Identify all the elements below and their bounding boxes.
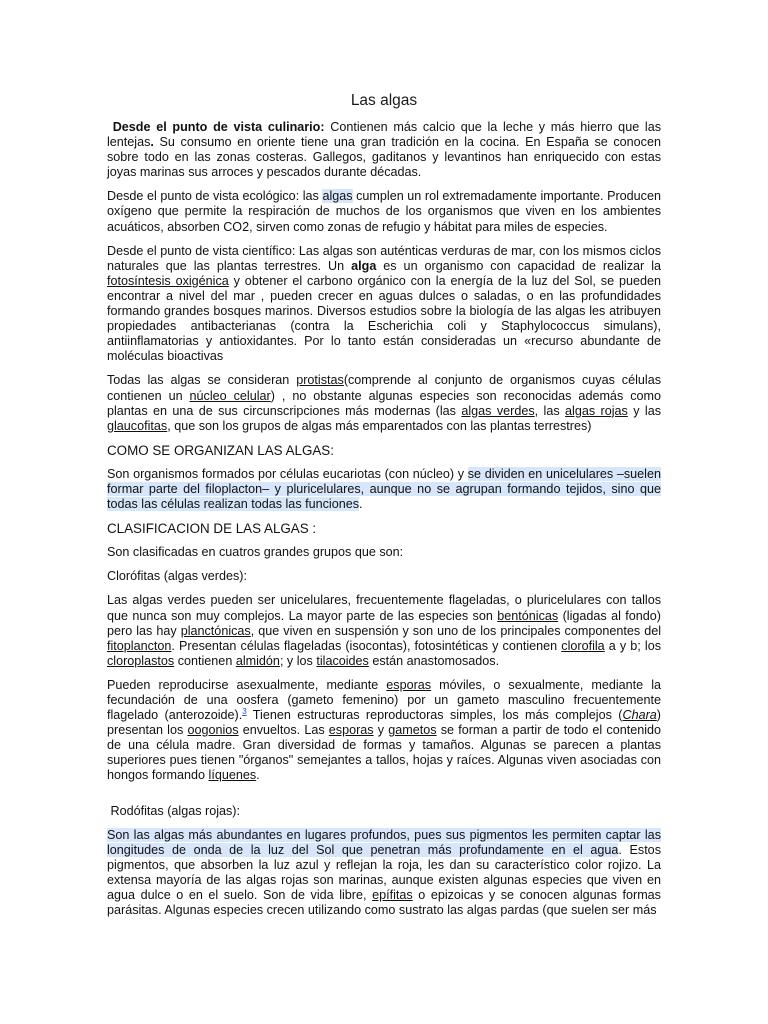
paragraph-algas-verdes [107,593,661,668]
paragraph-protistas [107,373,661,433]
text-run: o epizoicas y se conocen algunas formas parásitas. Algunas especies crecen utilizando como sustrato las algas pardas (que suelen ser más [107,888,661,918]
text-run: están anastomosados. [368,653,500,668]
link-planctonicas[interactable]: planctónicas [180,623,251,638]
link-algas-verdes[interactable]: algas verdes [461,403,535,418]
text-run: Desde el punto de vista ecológico: las [107,189,323,204]
text-run: , las [534,403,566,418]
link-oogonios[interactable]: oogonios [187,723,239,738]
text-run: , que son los grupos de algas más emparentados con las plantas terrestres) [167,418,592,433]
bold-term: alga [351,258,377,273]
link-glaucofitas[interactable]: glaucofitas [107,418,168,433]
link-almidon[interactable]: almidón [235,653,280,668]
footnote-reference[interactable]: 3 [242,706,247,716]
text-run: . [256,768,260,783]
link-esporas-2[interactable]: esporas [328,723,374,738]
highlighted-text: Son las algas más abundantes en lugares profundos, pues sus pigmentos les permiten captar las longitudes de onda de la luz del Sol que penetran más profundamente en el agua [107,827,661,857]
paragraph-algas-rojas [107,828,661,919]
text-run: ) presentan los [107,708,661,738]
text-run: y [373,723,389,738]
link-algas-rojas[interactable]: algas rojas [565,403,628,418]
text-run: Tienen estructuras reproductoras simples, los más complejos ( [246,708,623,723]
link-cloroplastos[interactable]: cloroplastos [107,653,175,668]
link-protistas[interactable]: protistas [296,373,344,388]
link-epifitas[interactable]: epífitas [372,888,413,903]
paragraph-organizacion [107,467,661,512]
link-liquenes[interactable]: líquenes [208,768,257,783]
link-clorofila[interactable]: clorofila [561,638,605,653]
subheading-clorofitas: Clorófitas (algas verdes): [107,569,247,584]
subheading-rodofitas: Rodófitas (algas rojas): [107,803,240,818]
paragraph-scientific [107,244,661,365]
text-run: Contienen más calcio que la leche y más hierro que las lentejas [107,120,661,150]
document-body [107,92,661,927]
text-run: cumplen un rol extremadamente importante. Producen oxígeno que permite la respiración de muchos de los organismos que viven en los ambientes acuáticos, absorben CO2, sirven como zonas de refugio y hábitat para miles de especies. [107,189,661,234]
text-run: (ligadas al fondo) pero las hay [107,608,661,638]
link-gametos[interactable]: gametos [388,723,437,738]
text-run: y obtener el carbono orgánico con la energía de la luz del Sol, se pueden encontrar a nivel del mar , pueden crecer en aguas dulces o saladas, o en las profundidades formando grandes bosques marinos. Diversos estudios sobre la biología de las algas les atribuyen propiedades antibacterianas (contra la Escherichia coli y Staphylococcus simulans), antiinflamatorias y antioxidantes. Por lo tanto están consideradas un «recurso abundante de moléculas bioactivas [107,273,661,364]
highlighted-text: se dividen en unicelulares –suelen formar parte del filoplacton– y pluricelulares, aunque no se agrupan formando tejidos, sino que todas las células realizan todas las funciones [107,466,661,512]
paragraph-grupos: Son clasificadas en cuatros grandes grupos que son: [107,545,404,560]
link-esporas[interactable]: esporas [386,677,432,692]
text-run: móviles, o sexualmente, mediante la fecundación de una oosfera (gameto femenino) por un gameto masculino frecuentemente flagelado (anterozoide). [107,677,662,723]
text-run: Su consumo en oriente tiene una gran tradición en la cocina. En España se conocen sobre todo en las zonas costeras. Gallegos, gaditanos y levantinos han enriquecido con estas joyas marinas sus arroces y pescados durante décadas. [107,135,661,180]
page-title: Las algas [350,92,418,109]
text-run: se forman a partir de todo el contenido de una célula madre. Gran diversidad de formas y tamaños. Algunas se parecen a plantas superiores pues tienen "órganos" semejantes a tallos, hojas y raíces. Algunas viven asociadas con hongos formando [107,723,662,783]
paragraph-reproduccion [107,678,661,784]
text-run: Son organismos formados por células eucariotas (con núcleo) y [107,466,468,481]
text-run: Desde el punto de vista científico: Las algas son auténticas verduras de mar, con los mismos ciclos naturales que las plantas terrestres. Un [107,243,661,273]
section-heading-clasificacion: CLASIFICACION DE LAS ALGAS : [107,521,317,537]
text-run: ) , no obstante algunas especies son reconocidas además como plantas en una de sus circunscripciones más modernas (las [107,388,661,418]
text-run: . Estos pigmentos, que absorben la luz azul y reflejan la roja, les dan su característico color rojizo. La extensa mayoría de las algas rojas son marinas, aunque existen algunas especies que viven en agua dulce o en el suelo. Son de vida libre, [107,842,661,903]
link-fitoplancton[interactable]: fitoplancton [107,638,172,653]
text-run: Las algas verdes pueden ser unicelulares, frecuentemente flageladas, o pluricelulares con tallos que nunca son muy complejos. La mayor parte de las especies son [107,593,661,623]
text-run: es un organismo con capacidad de realizar la [376,258,661,273]
text-run: (comprende al conjunto de organismos cuyas células contienen un [107,373,661,403]
text-run: . [359,497,363,512]
bold-period: . [150,135,154,150]
paragraph-culinary [107,120,661,180]
text-run: ; y los [279,653,317,668]
link-fotosintesis[interactable]: fotosíntesis oxigénica [107,273,229,288]
link-bentonicas[interactable]: bentónicas [497,608,559,623]
paragraph-ecological [107,189,661,234]
text-run: , que viven en suspensión y son uno de los principales componentes del [250,623,662,638]
text-run: a y b; los [604,638,661,653]
link-chara[interactable]: Chara [622,708,657,723]
text-run: Todas las algas se consideran [107,373,297,388]
highlighted-text: algas [322,189,353,204]
text-run: Pueden reproducirse asexualmente, mediante [107,677,387,692]
bold-lead: Desde el punto de vista culinario: [112,120,325,134]
link-tilacoides[interactable]: tilacoides [316,653,369,668]
section-heading-organizan: COMO SE ORGANIZAN LAS ALGAS: [107,442,334,458]
text-run: y las [627,403,661,418]
link-nucleo-celular[interactable]: núcleo celular [189,388,271,403]
text-run: contienen [174,653,236,668]
text-run: envueltos. Las [238,723,329,738]
text-run: . Presentan células flageladas (isocontas), fotosintéticas y contienen [171,638,562,653]
